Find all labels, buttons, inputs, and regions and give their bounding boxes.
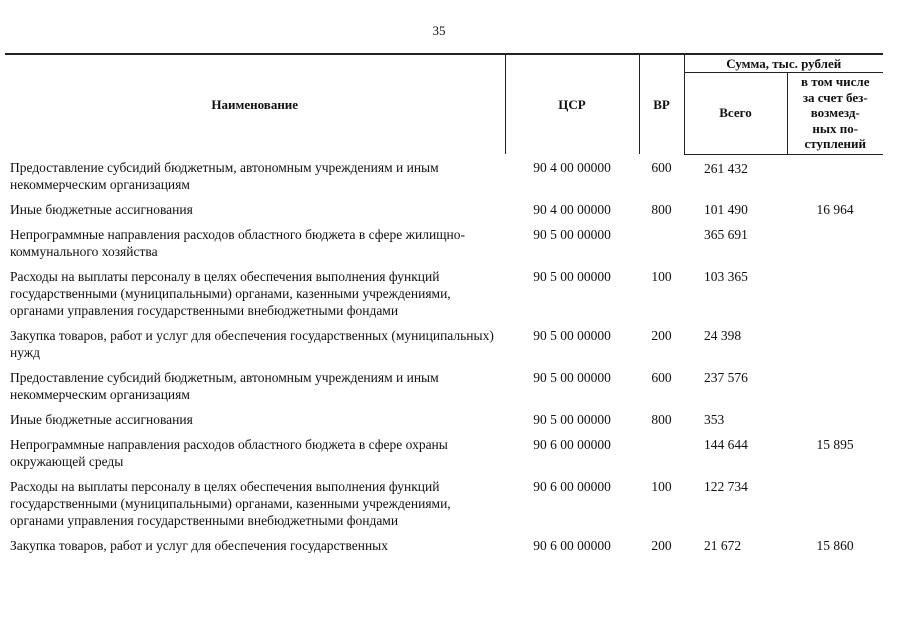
row-vr: 800 [651, 412, 672, 427]
table-row [5, 154, 883, 196]
row-name: Непрограммные направления расходов областного бюджета в сфере жилищно-коммунального хозяйства [10, 227, 466, 259]
table-row [5, 532, 883, 557]
table-row [5, 364, 883, 406]
row-name: Закупка товаров, работ и услуг для обеспечения государственных (муниципальных) нужд [10, 328, 494, 360]
row-vr: 200 [651, 538, 672, 553]
row-total: 237 576 [704, 370, 748, 385]
row-csr: 90 5 00 00000 [533, 328, 611, 343]
row-csr: 90 5 00 00000 [533, 227, 611, 242]
header-grant-line: ных по- [812, 120, 859, 136]
row-name: Иные бюджетные ассигнования [10, 202, 193, 217]
table-row [5, 406, 883, 431]
row-name: Закупка товаров, работ и услуг для обеспечения государственных [10, 538, 389, 553]
row-csr: 90 5 00 00000 [533, 412, 611, 427]
row-total: 24 398 [704, 328, 742, 343]
row-vr: 100 [651, 479, 672, 494]
row-csr: 90 5 00 00000 [533, 269, 611, 284]
page-number: 35 [432, 23, 446, 38]
row-grant [787, 221, 883, 263]
row-grant [787, 364, 883, 406]
row-csr: 90 6 00 00000 [533, 437, 611, 452]
table-body [5, 154, 883, 557]
row-name: Иные бюджетные ассигнования [10, 412, 193, 427]
row-grant [787, 263, 883, 322]
table-row [5, 221, 883, 263]
row-vr: 600 [651, 370, 672, 385]
row-vr: 800 [651, 202, 672, 217]
row-grant [787, 154, 883, 196]
row-grant [787, 322, 883, 364]
budget-table-container [5, 53, 883, 557]
header-grant-line: возмезд- [810, 105, 860, 120]
table-row [5, 431, 883, 473]
row-csr: 90 6 00 00000 [533, 538, 611, 553]
header-grant-line: ступлений [804, 136, 866, 151]
header-grant [787, 73, 883, 155]
header-vr: ВР [639, 54, 684, 154]
table-row [5, 473, 883, 532]
row-grant [787, 406, 883, 431]
header-grant-line: в том числе [801, 74, 870, 89]
row-grant: 16 964 [816, 202, 854, 217]
row-name: Расходы на выплаты персоналу в целях обеспечения выполнения функций государственными (муниципальными) органами, казенными учреждениями, органами управления государственными внебюджетными фондами [10, 479, 451, 528]
row-name: Предоставление субсидий бюджетным, автономным учреждениям и иным некоммерческим организациям [10, 370, 439, 402]
budget-table [5, 53, 883, 557]
header-sum: Сумма, тыс. рублей [684, 54, 883, 73]
row-vr: 100 [651, 269, 672, 284]
table-row [5, 322, 883, 364]
row-grant [787, 473, 883, 532]
row-name: Предоставление субсидий бюджетным, автономным учреждениям и иным некоммерческим организациям [10, 160, 439, 192]
row-csr: 90 5 00 00000 [533, 370, 611, 385]
header-csr: ЦСР [505, 54, 639, 154]
table-row [5, 196, 883, 221]
row-vr [639, 221, 684, 263]
row-csr: 90 6 00 00000 [533, 479, 611, 494]
row-name: Расходы на выплаты персоналу в целях обеспечения выполнения функций государственными (муниципальными) органами, казенными учреждениями, органами управления государственными внебюджетными фондами [10, 269, 451, 318]
row-name: Непрограммные направления расходов областного бюджета в сфере охраны окружающей среды [10, 437, 448, 469]
row-grant: 15 860 [816, 538, 854, 553]
row-total: 144 644 [704, 437, 748, 452]
row-total: 365 691 [704, 227, 748, 242]
row-csr: 90 4 00 00000 [533, 202, 611, 217]
row-csr: 90 4 00 00000 [533, 160, 611, 175]
table-row [5, 263, 883, 322]
row-vr [639, 431, 684, 473]
row-grant: 15 895 [816, 437, 854, 452]
header-grant-line: за счет без- [802, 89, 868, 105]
row-total: 261 432 [704, 160, 748, 176]
header-name: Наименование [5, 54, 505, 154]
header-total: Всего [684, 73, 787, 155]
row-total: 122 734 [704, 479, 748, 494]
row-total: 103 365 [704, 269, 748, 284]
row-vr: 200 [651, 328, 672, 343]
row-vr: 600 [651, 160, 672, 175]
row-total: 353 [704, 412, 725, 427]
row-total: 21 672 [704, 538, 742, 553]
row-total: 101 490 [704, 202, 748, 217]
table-header [5, 54, 883, 154]
